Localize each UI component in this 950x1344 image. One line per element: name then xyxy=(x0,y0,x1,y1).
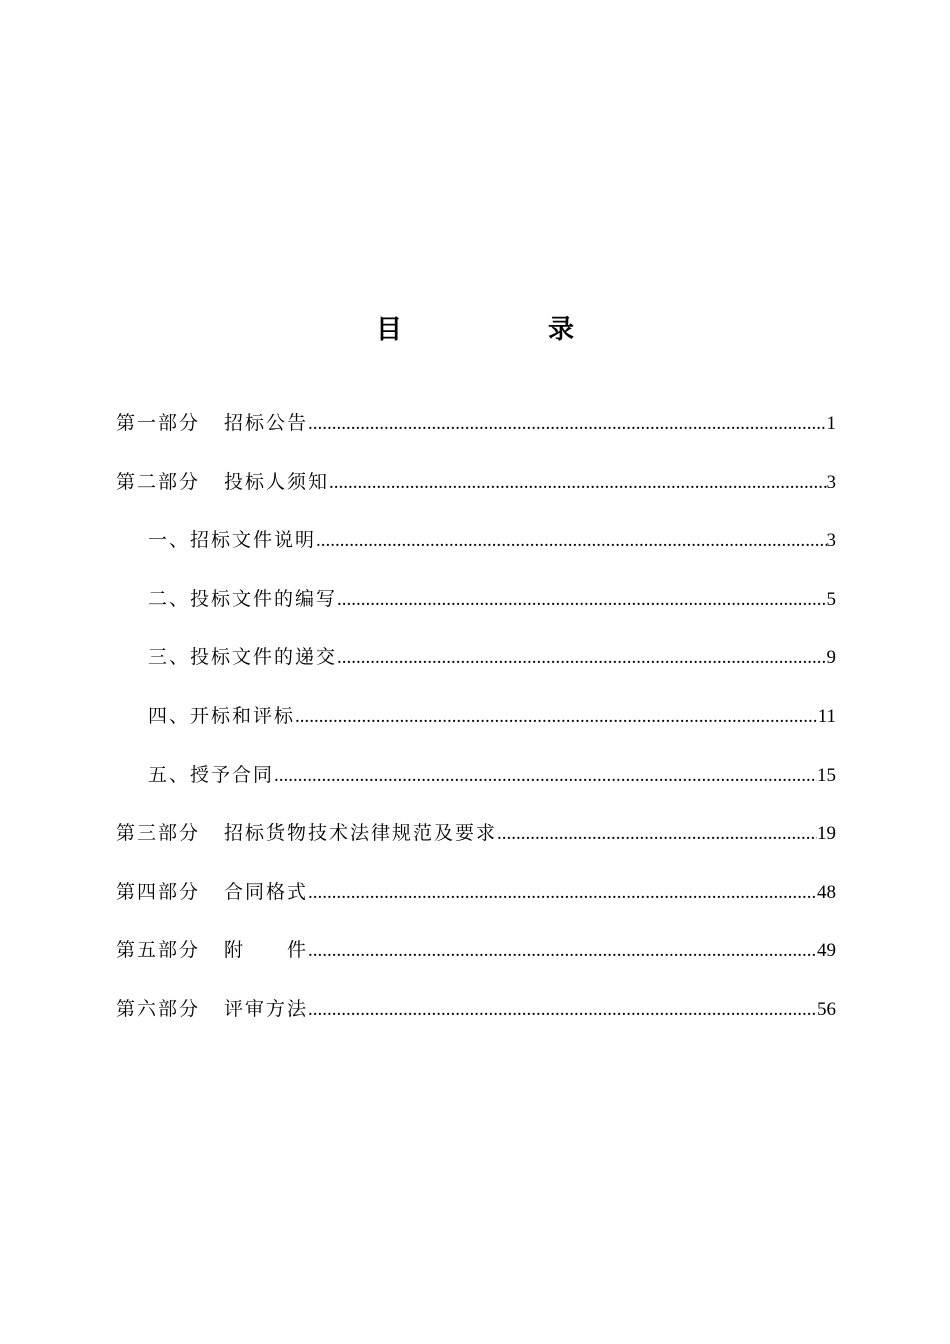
toc-entry-label xyxy=(116,403,308,443)
toc-page-number: 3 xyxy=(826,530,836,552)
toc-entry[interactable] xyxy=(116,462,836,521)
toc-dot-leader xyxy=(308,873,817,913)
toc-entry[interactable] xyxy=(116,403,836,462)
toc-entry-title: 三、投标文件的递交 xyxy=(148,646,338,669)
toc-page-number: 5 xyxy=(826,588,836,610)
toc-page-number: 48 xyxy=(817,881,836,903)
table-of-contents xyxy=(116,403,836,1048)
toc-entry-label xyxy=(116,872,308,912)
toc-page-number: 49 xyxy=(817,940,836,962)
toc-dot-leader xyxy=(308,931,817,971)
toc-part-number: 第五部分 xyxy=(116,939,201,962)
toc-part-number: 第四部分 xyxy=(116,880,201,903)
toc-entry[interactable] xyxy=(116,637,836,696)
toc-entry[interactable] xyxy=(116,813,836,872)
toc-page-number: 56 xyxy=(817,998,836,1020)
toc-dot-leader xyxy=(308,404,826,444)
toc-entry-label xyxy=(116,813,497,853)
toc-part-number: 第二部分 xyxy=(116,470,201,493)
toc-dot-leader xyxy=(337,638,826,678)
toc-entry-title: 二、投标文件的编写 xyxy=(148,587,338,610)
toc-entry[interactable] xyxy=(116,520,836,579)
page-title: 目 录 xyxy=(375,315,634,345)
toc-part-number: 第三部分 xyxy=(116,822,201,845)
toc-entry[interactable] xyxy=(116,755,836,814)
toc-entry-title: 招标公告 xyxy=(224,412,309,434)
toc-page-number: 9 xyxy=(826,647,836,669)
toc-entry-title: 四、开标和评标 xyxy=(148,704,296,727)
toc-dot-leader xyxy=(337,580,826,620)
toc-entry-title: 一、招标文件说明 xyxy=(148,529,317,552)
toc-entry-title: 招标货物技术法律规范及要求 xyxy=(224,822,498,845)
toc-entry-label xyxy=(116,930,308,970)
toc-entry-label xyxy=(116,989,308,1029)
toc-entry[interactable] xyxy=(116,696,836,755)
toc-entry-title: 评审方法 xyxy=(224,997,309,1020)
toc-dot-leader xyxy=(329,463,826,503)
toc-dot-leader xyxy=(308,990,817,1030)
toc-page-number: 11 xyxy=(817,705,836,727)
toc-dot-leader xyxy=(274,756,817,796)
toc-part-number: 第一部分 xyxy=(116,412,201,434)
toc-entry[interactable] xyxy=(116,930,836,989)
toc-part-number: 第六部分 xyxy=(116,997,201,1020)
toc-dot-leader xyxy=(497,814,817,854)
toc-entry-label xyxy=(116,462,329,502)
toc-page-number: 3 xyxy=(826,471,836,493)
toc-entry[interactable] xyxy=(116,989,836,1048)
toc-entry-title: 投标人须知 xyxy=(224,470,330,493)
toc-page-number: 15 xyxy=(817,764,836,786)
toc-entry[interactable] xyxy=(116,872,836,931)
toc-entry-title: 附 件 xyxy=(224,939,309,962)
toc-entry[interactable] xyxy=(116,579,836,638)
toc-page-number: 19 xyxy=(817,823,836,845)
toc-page-number: 1 xyxy=(826,413,836,434)
toc-dot-leader xyxy=(316,521,826,561)
toc-dot-leader xyxy=(295,697,818,737)
toc-entry-title: 合同格式 xyxy=(224,880,309,903)
toc-entry-title: 五、授予合同 xyxy=(148,763,275,786)
